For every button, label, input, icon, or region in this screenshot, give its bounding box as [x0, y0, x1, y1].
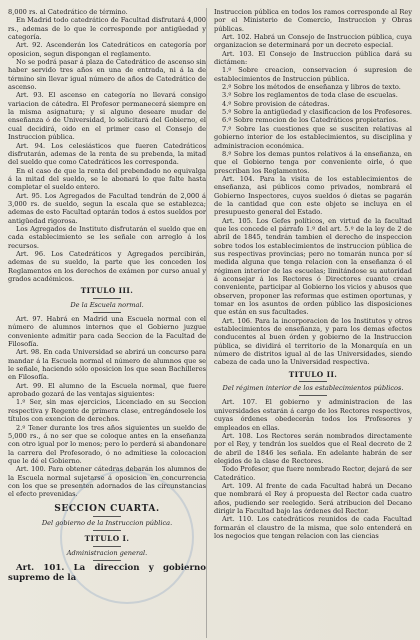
- right-column-text: [214, 8, 412, 540]
- paragraph: Art. 105. Los Gefes políticos, en virtud de la facultad que les concede el párrafo 1.º del art. 5.º de la ley de 2 de abril de 1845, tendrán tambien el derecho de inspeccion sobre todos los establecimientos de instruccion pública de sus respectivas provincias; pero no tomarán nunca por sí medida alguna que tenga relacion con la enseñanza ó el régimen interior de las escuelas; limitándose su autoridad á aconsejar á los Rectores ó Directores cuanto crean conveniente, participar al Gobierno los vicios y abusos que observen, proponer las reformas que estimen oportunas, y tomar en los asuntos de orden público las disposiciones que están en sus facultades.: [214, 216, 412, 317]
- paragraph: Art. 106. Para la incorporacion de los Institutos y otros establecimientos de enseñanza, y para los demas efectos conducentes al buen órden y gobierno de la Instruccion pública, se dividirá el territorio de la Monarquía en un número de distritos igual al de las Universidades, siendo cabeza de cada uno la Universidad respectiva.: [214, 316, 412, 367]
- paragraph: Art. 103. El Consejo de Instruccion pública dará su dictámen:: [214, 49, 412, 67]
- rule-divider: [93, 560, 121, 561]
- right-column: [214, 8, 412, 640]
- paragraph: Instruccion pública en todos los ramos corresponde al Rey por el Ministerio de Comercio, Instruccion y Obras públicas.: [214, 8, 412, 33]
- paragraph: Art. 95. Los Agregados de Facultad tendrán de 2,000 á 3,000 rs. de sueldo, segun la escala que se establezca; ademas de esto Facultad optarán todos á estos sueldos por antigüedad rigorosa.: [8, 191, 206, 225]
- subheading: De la Escuela normal.: [70, 300, 144, 309]
- paragraph: Todo Profesor, que fuere nombrado Rector, dejará de ser Catedrático.: [214, 465, 412, 482]
- paragraph: Art. 98. En cada Universidad se abrirá un concurso para mandar á la Escuela normal el número de alumnos que se le señale, haciendo sólo oposicion los que sean Bachilleres en Filosofía.: [8, 348, 206, 382]
- title-heading: TITULO II.: [288, 369, 338, 379]
- left-column-text: [8, 8, 206, 583]
- paragraph: No se podrá pasar á plaza de Catedrático de ascenso sin haber servido tres años en una de entrada, ni á la de término sin llevar igual número de años de Catedrático de ascenso.: [8, 58, 206, 92]
- subheading: Del régimen interior de los establecimientos públicos.: [222, 384, 404, 393]
- paragraph: 1.º Sobre creacion, conservacion ó supresion de establecimientos de Instruccion pública.: [214, 66, 412, 83]
- section-heading: SECCION CUARTA.: [54, 503, 160, 514]
- paragraph: Art. 107. El gobierno y administracion de las universidades estarán á cargo de los Rectores respectivos, cuyas órdenes obedecerán todos los Profesores y empleados en ellas.: [214, 398, 412, 432]
- rule-divider: [299, 381, 327, 382]
- paragraph: Art. 102. Habrá un Consejo de Instruccion pública, cuya organizacion se determinará por un decreto especial.: [214, 33, 412, 50]
- paragraph: 5.º Sobre la antigüedad y clasificacion de los Profesores.: [222, 108, 412, 117]
- left-column: [8, 8, 206, 640]
- paragraph: Los Agregados de Instituto disfrutarán el sueldo que en cada establecimiento se les señale con arreglo á los recursos.: [8, 224, 206, 250]
- paragraph: 3.º Sobre los reglamentos de toda clase de escuelas.: [222, 91, 398, 100]
- subheading: Del gobierno de la Instruccion pública.: [41, 518, 173, 527]
- subheading: Administracion general.: [66, 548, 148, 557]
- rule-divider: [93, 312, 121, 313]
- article-paragraph-large: Art. 101. La direccion y gobierno supremo de la: [8, 562, 206, 583]
- title-heading: TITULO I.: [84, 534, 130, 544]
- paragraph: Art. 110. Los catedráticos reunidos de cada Facultad formarán el claustro de la misma, que solo entenderá en los negocios que tengan relacion con las ciencias: [214, 515, 412, 540]
- paragraph: Art. 97. Habrá en Madrid una Escuela normal con el número de alumnos internos que el Gobierno juzgue conveniente admitir para cada Seccion de la Facultad de Filosofía.: [8, 315, 206, 349]
- column-divider: [206, 8, 207, 638]
- title-heading: TITULO III.: [80, 286, 134, 296]
- rule-divider: [93, 298, 121, 299]
- paragraph: Art. 93. El ascenso en categoría no llevará consigo variacion de cátedra. El Profesor permanecerá siempre en la misma asignatura; y si alguno deseare mudar de enseñanza ó de Universidad, lo solicitará del Gobierno, el cual decidirá, oido en el primer caso el Consejo de Instruccion pública.: [8, 91, 206, 142]
- paragraph: En Madrid todo catedrático de Facultad disfrutará 4,000 rs., ademas de lo que le corresponde por antigüedad y categoría.: [8, 16, 206, 42]
- paragraph: Art. 104. Para la visita de los establecimientos de enseñanza, asi públicos como privados, nombrará el Gobierno Inspectores, cuyos sueldos ó dietas se pagarán de la cantidad que con este objeto se incluya en el presupuesto general del Estado.: [214, 174, 412, 217]
- paragraph: 2.º Sobre los métodos de enseñanza y libros de texto.: [222, 83, 401, 92]
- paragraph: 4.º Sobre provision de cátedras.: [222, 99, 330, 108]
- paragraph: 8,000 rs. al Catedrático de término.: [8, 8, 128, 16]
- rule-divider: [93, 516, 121, 517]
- paragraph: Art. 92. Ascenderán los Catedráticos en categoría por oposicion, segun dispongan el reglamento.: [8, 41, 206, 58]
- paragraph: 6.º Sobre remocion de los Catedráticos propietarios.: [222, 116, 399, 125]
- paragraph: Art. 109. Al frente de cada Facultad habrá un Decano que nombrará el Rey á propuesta del Rector cada cuatro años, pudiendo ser reelegido. Será atribucion del Decano dirigir la Facultad bajo las órdenes del Rector.: [214, 481, 412, 515]
- paragraph: 7.º Sobre las cuestiones que se susciten relativas al gobierno interior de los establecimientos, su disciplina y administracion económica.: [214, 124, 412, 150]
- paragraph: 1.º Ser, sin mas ejercicios, Licenciado en su Seccion respectiva y Regente de primera clase, entregándosele los títulos con exencion de derechos.: [8, 398, 206, 424]
- paragraph: Art. 94. Los celesiásticos que fueren Catedráticos disfrutarán, ademas de la renta de su prebenda, la mitad del sueldo que como Catedráticos les corresponda.: [8, 141, 206, 167]
- paragraph: En el caso de que la renta del prebendado no equivalga á la mitad del sueldo, se le abonará lo que falte hasta completar el sueldo entero.: [8, 166, 206, 192]
- paragraph: Art. 96. Los Catedráticos y Agregados percibirán, ademas de su sueldo, la parte que les conceden los Reglamentos en los derechos de exámen por curso anual y grados académicos.: [8, 249, 206, 283]
- paragraph: Art. 108. Los Rectores serán nombrados directamente por el Rey, y tendrán los sueldos que el Real decreto de 2 de abril de 1846 les señala. En adelante habrán de ser elegidos de la clase de Rectores.: [214, 431, 412, 465]
- rule-divider: [299, 395, 327, 396]
- paragraph: 8.º Sobre los demas puntos relativos á la enseñanza, en que el Gobierno tenga por conveniente oirle, ó que prescriban los Reglamentos.: [214, 149, 412, 175]
- paragraph: 2.º Tener durante los tres años siguientes un sueldo de 5,000 rs., á no ser que se coloque antes en la enseñanza con otro igual por lo menos; pero lo perderá si abandonare la carrera del Profesorado, ó no admitiese la colocacion que le dé el Gobierno.: [8, 423, 206, 465]
- paragraph: Art. 99. El alumno de la Escuela normal, que fuere aprobado gozará de las ventajas siguientes:: [8, 381, 206, 399]
- rule-divider: [93, 546, 121, 547]
- rule-divider: [93, 530, 121, 531]
- paragraph: Art. 100. Para obtener cátedras debarán los alumnos de la Escuela normal sujetarse á oposicion en concurrencia con los que se presenten adornados de las circunstancias el efecto prevenidas.: [8, 465, 206, 499]
